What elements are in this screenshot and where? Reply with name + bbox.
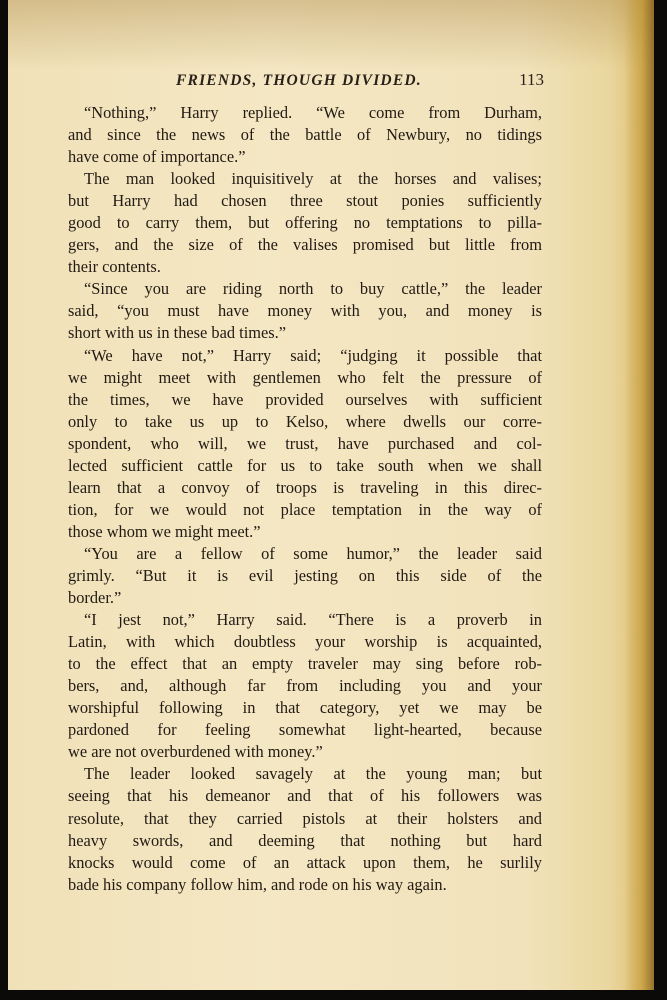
text-line: grimly. “But it is evil jesting on this side of the <box>68 565 542 585</box>
text-line: “We have not,” Harry said; “judging it possible that <box>84 345 542 365</box>
text-line: short with us in these bad times.” <box>68 323 287 343</box>
text-line: to the effect that an empty traveler may sing before rob- <box>68 654 542 674</box>
text-line: “I jest not,” Harry said. “There is a proverb in <box>84 610 542 630</box>
page-header <box>60 70 546 98</box>
text-line: spondent, who will, we trust, have purchased and col- <box>68 433 542 453</box>
text-line: their contents. <box>68 257 161 277</box>
text-line: only to take us up to Kelso, where dwells our corre- <box>68 411 542 431</box>
text-line: but Harry had chosen three stout ponies sufficiently <box>68 191 542 211</box>
text-line: the times, we have provided ourselves with sufficient <box>68 389 542 409</box>
text-line: lected sufficient cattle for us to take south when we shall <box>68 455 542 475</box>
text-line: knocks would come of an attack upon them, he surlily <box>68 852 542 872</box>
text-line: those whom we might meet.” <box>68 521 261 541</box>
text-line: seeing that his demeanor and that of his followers was <box>68 786 542 806</box>
text-line: The man looked inquisitively at the horses and valises; <box>84 169 542 189</box>
text-line: heavy swords, and deeming that nothing but hard <box>68 830 542 850</box>
text-line: The leader looked savagely at the young man; but <box>84 764 542 784</box>
text-line: “Nothing,” Harry replied. “We come from Durham, <box>84 103 542 122</box>
page-number: 113 <box>519 70 544 89</box>
text-line: tion, for we would not place temptation in the way of <box>68 499 542 519</box>
text-line: “You are a fellow of some humor,” the leader said <box>84 543 542 563</box>
text-line: Latin, with which doubtless your worship is acquainted, <box>68 632 542 652</box>
text-line: gers, and the size of the valises promised but little from <box>68 235 542 255</box>
text-line: worshipful following in that category, yet we may be <box>68 698 542 718</box>
text-line: “Since you are riding north to buy cattle,” the leader <box>84 279 542 299</box>
text-line: and since the news of the battle of Newbury, no tidings <box>68 125 542 145</box>
text-line: good to carry them, but offering no temptations to pilla- <box>68 213 542 233</box>
text-line: bade his company follow him, and rode on his way again. <box>68 874 447 894</box>
book-page <box>8 0 654 990</box>
text-line: we are not overburdened with money.” <box>68 742 323 762</box>
running-title: FRIENDS, THOUGH DIVIDED. <box>176 72 422 89</box>
text-line: learn that a convoy of troops is traveling in this direc- <box>68 477 542 497</box>
text-line: border.” <box>68 588 122 608</box>
text-line: bers, and, although far from including you and your <box>68 676 542 696</box>
text-line: pardoned for feeling somewhat light-hearted, because <box>68 720 542 740</box>
text-line: have come of importance.” <box>68 147 246 167</box>
text-line: resolute, that they carried pistols at their holsters and <box>68 808 542 828</box>
text-line: said, “you must have money with you, and money is <box>68 301 542 321</box>
text-line: we might meet with gentlemen who felt the pressure of <box>68 367 542 387</box>
body-text <box>68 102 542 896</box>
